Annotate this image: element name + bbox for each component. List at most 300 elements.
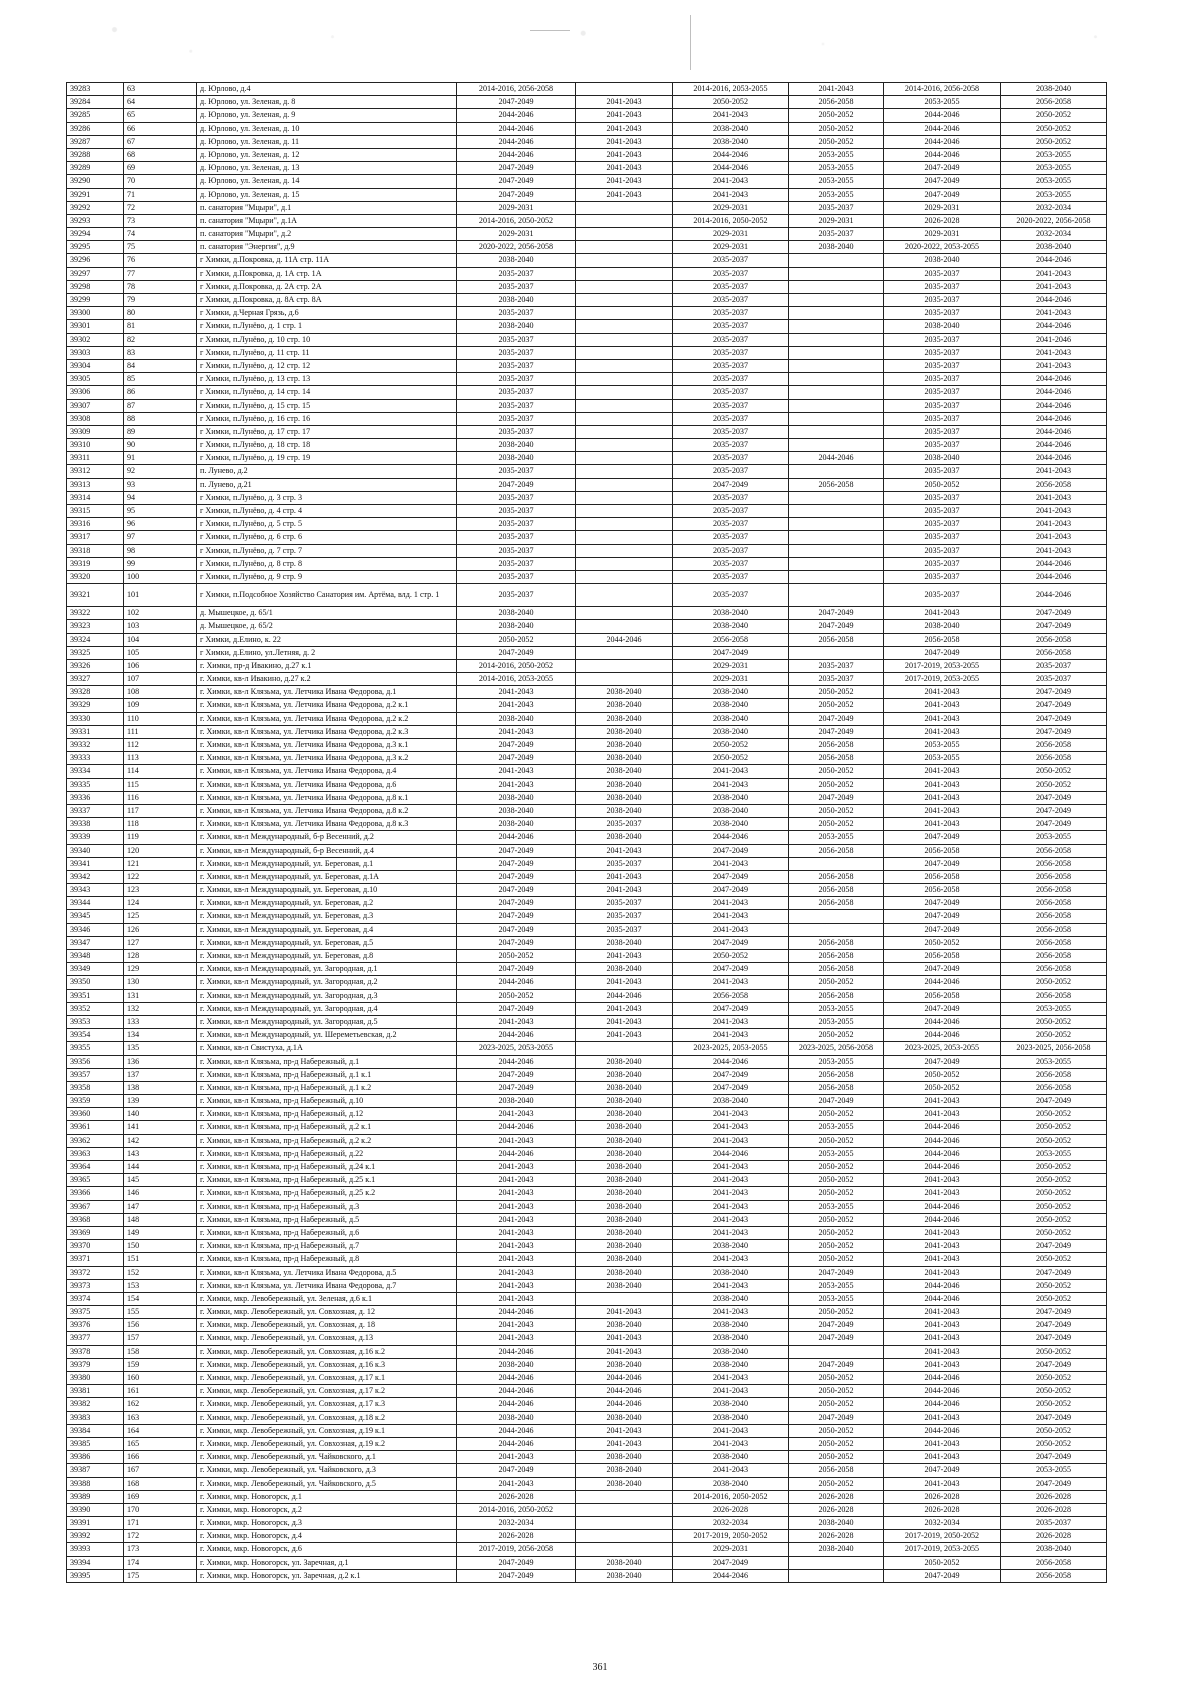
row-id-cell: 39298 — [67, 280, 124, 293]
period-cell-4 — [789, 570, 884, 583]
period-cell-1: 2041-2043 — [457, 1240, 576, 1253]
table-row — [67, 518, 1107, 531]
row-number-cell: 64 — [124, 96, 197, 109]
period-cell-6: 2026-2028 — [1001, 1530, 1107, 1543]
period-cell-6: 2047-2049 — [1001, 1306, 1107, 1319]
address-cell: п. Лунево, д.2 — [197, 465, 457, 478]
table-row — [67, 359, 1107, 372]
period-cell-2 — [576, 452, 673, 465]
period-cell-4: 2050-2052 — [789, 686, 884, 699]
period-cell-6: 2056-2058 — [1001, 989, 1107, 1002]
row-number-cell: 115 — [124, 778, 197, 791]
period-cell-2 — [576, 646, 673, 659]
period-cell-6: 2044-2046 — [1001, 412, 1107, 425]
period-cell-5: 2035-2037 — [884, 518, 1001, 531]
period-cell-4: 2035-2037 — [789, 201, 884, 214]
row-number-cell: 102 — [124, 607, 197, 620]
row-number-cell: 147 — [124, 1200, 197, 1213]
table-row — [67, 699, 1107, 712]
period-cell-3: 2035-2037 — [673, 491, 789, 504]
table-row — [67, 712, 1107, 725]
table-row — [67, 439, 1107, 452]
schedule-table — [66, 82, 1107, 1583]
row-id-cell: 39381 — [67, 1385, 124, 1398]
period-cell-3: 2035-2037 — [673, 544, 789, 557]
address-cell: г. Химки, кв-л Международный, ул. Загородная, д.4 — [197, 1002, 457, 1015]
period-cell-1: 2044-2046 — [457, 1372, 576, 1385]
table-row — [67, 280, 1107, 293]
address-cell: г Химки, п.Лунёво, д. 7 стр. 7 — [197, 544, 457, 557]
period-cell-4 — [789, 584, 884, 607]
table-row — [67, 1424, 1107, 1437]
period-cell-2: 2044-2046 — [576, 633, 673, 646]
period-cell-2: 2041-2043 — [576, 844, 673, 857]
row-id-cell: 39330 — [67, 712, 124, 725]
table-row — [67, 725, 1107, 738]
period-cell-3: 2041-2043 — [673, 1161, 789, 1174]
period-cell-2: 2038-2040 — [576, 1095, 673, 1108]
address-cell: г. Химки, кв-л Клязьма, пр-д Набережный, д.1 к.2 — [197, 1081, 457, 1094]
period-cell-6: 2050-2052 — [1001, 1015, 1107, 1028]
row-id-cell: 39376 — [67, 1319, 124, 1332]
table-row — [67, 1306, 1107, 1319]
period-cell-1: 2050-2052 — [457, 633, 576, 646]
row-number-cell: 150 — [124, 1240, 197, 1253]
period-cell-1: 2041-2043 — [457, 699, 576, 712]
table-row — [67, 1121, 1107, 1134]
period-cell-4 — [789, 857, 884, 870]
row-number-cell: 82 — [124, 333, 197, 346]
period-cell-6: 2050-2052 — [1001, 135, 1107, 148]
period-cell-6: 2047-2049 — [1001, 1332, 1107, 1345]
period-cell-3: 2014-2016, 2050-2052 — [673, 1490, 789, 1503]
period-cell-4 — [789, 531, 884, 544]
table-row — [67, 346, 1107, 359]
row-id-cell: 39377 — [67, 1332, 124, 1345]
period-cell-5: 2035-2037 — [884, 359, 1001, 372]
period-cell-6: 2035-2037 — [1001, 1517, 1107, 1530]
row-number-cell: 114 — [124, 765, 197, 778]
row-id-cell: 39364 — [67, 1161, 124, 1174]
period-cell-5: 2047-2049 — [884, 963, 1001, 976]
period-cell-5: 2044-2046 — [884, 135, 1001, 148]
table-row — [67, 175, 1107, 188]
period-cell-4: 2056-2058 — [789, 752, 884, 765]
period-cell-3: 2035-2037 — [673, 320, 789, 333]
table-row — [67, 373, 1107, 386]
address-cell: д. Юрлово, ул. Зеленая, д. 12 — [197, 148, 457, 161]
period-cell-3: 2038-2040 — [673, 791, 789, 804]
period-cell-4 — [789, 518, 884, 531]
address-cell: г Химки, п.Лунёво, д. 16 стр. 16 — [197, 412, 457, 425]
table-row — [67, 831, 1107, 844]
row-number-cell: 120 — [124, 844, 197, 857]
table-row — [67, 412, 1107, 425]
period-cell-5: 2044-2046 — [884, 1398, 1001, 1411]
period-cell-6: 2056-2058 — [1001, 897, 1107, 910]
row-number-cell: 86 — [124, 386, 197, 399]
row-id-cell: 39328 — [67, 686, 124, 699]
table-row — [67, 109, 1107, 122]
table-row — [67, 122, 1107, 135]
period-cell-5: 2056-2058 — [884, 989, 1001, 1002]
period-cell-2: 2041-2043 — [576, 148, 673, 161]
table-row — [67, 620, 1107, 633]
period-cell-4 — [789, 425, 884, 438]
period-cell-6: 2044-2046 — [1001, 439, 1107, 452]
period-cell-6: 2047-2049 — [1001, 1451, 1107, 1464]
period-cell-4: 2050-2052 — [789, 1437, 884, 1450]
period-cell-6: 2050-2052 — [1001, 1385, 1107, 1398]
period-cell-1: 2047-2049 — [457, 923, 576, 936]
period-cell-6: 2020-2022, 2056-2058 — [1001, 214, 1107, 227]
period-cell-2: 2038-2040 — [576, 1068, 673, 1081]
table-row — [67, 307, 1107, 320]
address-cell: г. Химки, кв-л Международный, ул. Береговая, д.1 — [197, 857, 457, 870]
period-cell-6: 2050-2052 — [1001, 1213, 1107, 1226]
period-cell-3: 2017-2019, 2050-2052 — [673, 1530, 789, 1543]
row-number-cell: 65 — [124, 109, 197, 122]
table-row — [67, 1319, 1107, 1332]
period-cell-2: 2041-2043 — [576, 884, 673, 897]
period-cell-6: 2053-2055 — [1001, 148, 1107, 161]
period-cell-1: 2038-2040 — [457, 254, 576, 267]
row-id-cell: 39310 — [67, 439, 124, 452]
period-cell-4 — [789, 373, 884, 386]
period-cell-5: 2041-2043 — [884, 1095, 1001, 1108]
row-number-cell: 78 — [124, 280, 197, 293]
row-id-cell: 39357 — [67, 1068, 124, 1081]
period-cell-6: 2050-2052 — [1001, 1134, 1107, 1147]
table-row — [67, 1292, 1107, 1305]
row-id-cell: 39332 — [67, 739, 124, 752]
period-cell-5: 2056-2058 — [884, 844, 1001, 857]
period-cell-6: 2056-2058 — [1001, 910, 1107, 923]
period-cell-2: 2041-2043 — [576, 1002, 673, 1015]
period-cell-1: 2035-2037 — [457, 359, 576, 372]
address-cell: г. Химки, кв-л Международный, ул. Береговая, д.8 — [197, 950, 457, 963]
table-row — [67, 1385, 1107, 1398]
address-cell: д. Юрлово, ул. Зеленая, д. 11 — [197, 135, 457, 148]
row-id-cell: 39308 — [67, 412, 124, 425]
table-row — [67, 765, 1107, 778]
row-id-cell: 39365 — [67, 1174, 124, 1187]
period-cell-2 — [576, 491, 673, 504]
period-cell-5: 2041-2043 — [884, 1174, 1001, 1187]
table-row — [67, 1200, 1107, 1213]
period-cell-5: 2041-2043 — [884, 1477, 1001, 1490]
address-cell: г Химки, п.Лунёво, д. 9 стр. 9 — [197, 570, 457, 583]
period-cell-3: 2038-2040 — [673, 1266, 789, 1279]
period-cell-4: 2053-2055 — [789, 148, 884, 161]
period-cell-6: 2050-2052 — [1001, 1424, 1107, 1437]
period-cell-5: 2056-2058 — [884, 633, 1001, 646]
row-id-cell: 39390 — [67, 1503, 124, 1516]
period-cell-1: 2026-2028 — [457, 1530, 576, 1543]
period-cell-3: 2038-2040 — [673, 1411, 789, 1424]
row-id-cell: 39371 — [67, 1253, 124, 1266]
row-number-cell: 164 — [124, 1424, 197, 1437]
period-cell-1: 2041-2043 — [457, 686, 576, 699]
row-id-cell: 39300 — [67, 307, 124, 320]
period-cell-1: 2047-2049 — [457, 1556, 576, 1569]
period-cell-4: 2026-2028 — [789, 1503, 884, 1516]
period-cell-4: 2056-2058 — [789, 884, 884, 897]
period-cell-2: 2041-2043 — [576, 162, 673, 175]
period-cell-3: 2041-2043 — [673, 1108, 789, 1121]
period-cell-1: 2014-2016, 2050-2052 — [457, 214, 576, 227]
row-number-cell: 72 — [124, 201, 197, 214]
row-number-cell: 113 — [124, 752, 197, 765]
row-number-cell: 170 — [124, 1503, 197, 1516]
period-cell-1: 2026-2028 — [457, 1490, 576, 1503]
period-cell-4: 2053-2055 — [789, 175, 884, 188]
period-cell-5: 2047-2049 — [884, 897, 1001, 910]
period-cell-3: 2044-2046 — [673, 1055, 789, 1068]
row-number-cell: 166 — [124, 1451, 197, 1464]
table-row — [67, 1530, 1107, 1543]
period-cell-1: 2047-2049 — [457, 1569, 576, 1582]
period-cell-3: 2041-2043 — [673, 1015, 789, 1028]
row-number-cell: 159 — [124, 1358, 197, 1371]
row-id-cell: 39334 — [67, 765, 124, 778]
table-row — [67, 254, 1107, 267]
period-cell-3: 2038-2040 — [673, 1398, 789, 1411]
period-cell-6: 2053-2055 — [1001, 831, 1107, 844]
table-row — [67, 1055, 1107, 1068]
period-cell-4: 2050-2052 — [789, 1187, 884, 1200]
row-id-cell: 39346 — [67, 923, 124, 936]
period-cell-5: 2047-2049 — [884, 646, 1001, 659]
address-cell: г. Химки, кв-л Клязьма, пр-д Набережный, д.7 — [197, 1240, 457, 1253]
table-row — [67, 148, 1107, 161]
period-cell-6: 2050-2052 — [1001, 1161, 1107, 1174]
table-row — [67, 1398, 1107, 1411]
row-number-cell: 84 — [124, 359, 197, 372]
period-cell-2: 2041-2043 — [576, 1424, 673, 1437]
table-row — [67, 1068, 1107, 1081]
period-cell-6: 2056-2058 — [1001, 950, 1107, 963]
row-id-cell: 39302 — [67, 333, 124, 346]
period-cell-4: 2056-2058 — [789, 96, 884, 109]
row-id-cell: 39392 — [67, 1530, 124, 1543]
period-cell-6: 2056-2058 — [1001, 870, 1107, 883]
table-row — [67, 96, 1107, 109]
period-cell-5: 2017-2019, 2050-2052 — [884, 1530, 1001, 1543]
period-cell-3: 2038-2040 — [673, 699, 789, 712]
period-cell-4: 2047-2049 — [789, 712, 884, 725]
row-id-cell: 39301 — [67, 320, 124, 333]
table-row — [67, 1240, 1107, 1253]
row-id-cell: 39393 — [67, 1543, 124, 1556]
period-cell-2: 2038-2040 — [576, 1358, 673, 1371]
period-cell-5: 2044-2046 — [884, 1147, 1001, 1160]
period-cell-2: 2041-2043 — [576, 950, 673, 963]
period-cell-4: 2050-2052 — [789, 1240, 884, 1253]
period-cell-6: 2041-2043 — [1001, 465, 1107, 478]
period-cell-2: 2038-2040 — [576, 1200, 673, 1213]
address-cell: г. Химки, пр-д Ивакино, д.27 к.1 — [197, 659, 457, 672]
period-cell-1: 2020-2022, 2056-2058 — [457, 241, 576, 254]
period-cell-3: 2047-2049 — [673, 1556, 789, 1569]
period-cell-2 — [576, 659, 673, 672]
period-cell-6: 2056-2058 — [1001, 1569, 1107, 1582]
period-cell-6: 2050-2052 — [1001, 1174, 1107, 1187]
period-cell-4: 2053-2055 — [789, 1121, 884, 1134]
period-cell-1: 2035-2037 — [457, 505, 576, 518]
period-cell-6: 2032-2034 — [1001, 228, 1107, 241]
period-cell-2 — [576, 201, 673, 214]
row-id-cell: 39373 — [67, 1279, 124, 1292]
period-cell-5: 2026-2028 — [884, 214, 1001, 227]
period-cell-5: 2035-2037 — [884, 346, 1001, 359]
period-cell-2: 2038-2040 — [576, 1253, 673, 1266]
period-cell-1: 2035-2037 — [457, 399, 576, 412]
period-cell-4: 2056-2058 — [789, 963, 884, 976]
row-number-cell: 116 — [124, 791, 197, 804]
period-cell-2: 2041-2043 — [576, 135, 673, 148]
period-cell-1: 2041-2043 — [457, 1108, 576, 1121]
table-row — [67, 686, 1107, 699]
period-cell-1: 2014-2016, 2053-2055 — [457, 673, 576, 686]
period-cell-1: 2014-2016, 2050-2052 — [457, 659, 576, 672]
period-cell-3: 2038-2040 — [673, 712, 789, 725]
period-cell-4: 2056-2058 — [789, 1464, 884, 1477]
row-number-cell: 172 — [124, 1530, 197, 1543]
period-cell-5: 2041-2043 — [884, 1306, 1001, 1319]
row-number-cell: 139 — [124, 1095, 197, 1108]
period-cell-6: 2041-2043 — [1001, 491, 1107, 504]
period-cell-4: 2047-2049 — [789, 1266, 884, 1279]
row-id-cell: 39370 — [67, 1240, 124, 1253]
period-cell-6: 2044-2046 — [1001, 294, 1107, 307]
row-id-cell: 39369 — [67, 1226, 124, 1239]
address-cell: г. Химки, кв-л Клязьма, пр-д Набережный, д.24 к.1 — [197, 1161, 457, 1174]
table-row — [67, 531, 1107, 544]
table-row — [67, 491, 1107, 504]
address-cell: г. Химки, кв-л Клязьма, ул. Летчика Ивана Федорова, д.2 к.1 — [197, 699, 457, 712]
period-cell-3: 2050-2052 — [673, 96, 789, 109]
row-id-cell: 39394 — [67, 1556, 124, 1569]
period-cell-3: 2041-2043 — [673, 109, 789, 122]
period-cell-6: 2047-2049 — [1001, 1477, 1107, 1490]
address-cell: г Химки, п.Лунёво, д. 18 стр. 18 — [197, 439, 457, 452]
address-cell: г. Химки, кв-л Клязьма, ул. Летчика Ивана Федорова, д.3 к.2 — [197, 752, 457, 765]
table-row — [67, 910, 1107, 923]
period-cell-1: 2041-2043 — [457, 1266, 576, 1279]
row-id-cell: 39297 — [67, 267, 124, 280]
row-id-cell: 39354 — [67, 1029, 124, 1042]
period-cell-3: 2038-2040 — [673, 607, 789, 620]
period-cell-4: 2050-2052 — [789, 1213, 884, 1226]
period-cell-5: 2035-2037 — [884, 491, 1001, 504]
period-cell-3: 2029-2031 — [673, 673, 789, 686]
period-cell-6: 2047-2049 — [1001, 686, 1107, 699]
period-cell-5: 2050-2052 — [884, 1068, 1001, 1081]
period-cell-6: 2050-2052 — [1001, 109, 1107, 122]
period-cell-3: 2035-2037 — [673, 439, 789, 452]
period-cell-1: 2038-2040 — [457, 294, 576, 307]
address-cell: г. Химки, кв-л Клязьма, пр-д Набережный, д.1 к.1 — [197, 1068, 457, 1081]
period-cell-3: 2038-2040 — [673, 135, 789, 148]
row-number-cell: 108 — [124, 686, 197, 699]
table-row — [67, 1095, 1107, 1108]
table-row — [67, 1332, 1107, 1345]
period-cell-2 — [576, 412, 673, 425]
period-cell-5: 2026-2028 — [884, 1503, 1001, 1516]
address-cell: г. Химки, кв-л Международный, ул. Береговая, д.2 — [197, 897, 457, 910]
address-cell: г. Химки, мкр. Новогорск, д.6 — [197, 1543, 457, 1556]
period-cell-4: 2050-2052 — [789, 1161, 884, 1174]
row-id-cell: 39372 — [67, 1266, 124, 1279]
table-row — [67, 976, 1107, 989]
period-cell-3: 2044-2046 — [673, 831, 789, 844]
period-cell-4: 2050-2052 — [789, 1029, 884, 1042]
row-number-cell: 143 — [124, 1147, 197, 1160]
table-row — [67, 804, 1107, 817]
row-number-cell: 85 — [124, 373, 197, 386]
period-cell-1: 2035-2037 — [457, 491, 576, 504]
period-cell-2 — [576, 1530, 673, 1543]
table-row — [67, 1147, 1107, 1160]
table-row — [67, 1226, 1107, 1239]
row-number-cell: 154 — [124, 1292, 197, 1305]
period-cell-5: 2029-2031 — [884, 228, 1001, 241]
address-cell: г Химки, п.Подсобное Хозяйство Санатория им. Артёма, влд. 1 стр. 1 — [197, 584, 457, 607]
period-cell-6: 2056-2058 — [1001, 739, 1107, 752]
row-id-cell: 39380 — [67, 1372, 124, 1385]
row-number-cell: 140 — [124, 1108, 197, 1121]
row-number-cell: 129 — [124, 963, 197, 976]
table-row — [67, 659, 1107, 672]
period-cell-1: 2041-2043 — [457, 1015, 576, 1028]
period-cell-3: 2041-2043 — [673, 175, 789, 188]
period-cell-5: 2044-2046 — [884, 1213, 1001, 1226]
period-cell-1: 2044-2046 — [457, 1029, 576, 1042]
period-cell-2: 2035-2037 — [576, 923, 673, 936]
table-row — [67, 1503, 1107, 1516]
period-cell-3: 2035-2037 — [673, 505, 789, 518]
row-id-cell: 39306 — [67, 386, 124, 399]
period-cell-3: 2029-2031 — [673, 228, 789, 241]
period-cell-5: 2044-2046 — [884, 1161, 1001, 1174]
period-cell-3: 2041-2043 — [673, 1253, 789, 1266]
row-number-cell: 126 — [124, 923, 197, 936]
row-id-cell: 39289 — [67, 162, 124, 175]
row-id-cell: 39343 — [67, 884, 124, 897]
period-cell-4: 2053-2055 — [789, 1279, 884, 1292]
row-id-cell: 39368 — [67, 1213, 124, 1226]
period-cell-6: 2038-2040 — [1001, 83, 1107, 96]
period-cell-2: 2038-2040 — [576, 712, 673, 725]
period-cell-2: 2038-2040 — [576, 1147, 673, 1160]
period-cell-5: 2041-2043 — [884, 765, 1001, 778]
address-cell: г. Химки, мкр. Новогорск, д.3 — [197, 1517, 457, 1530]
row-id-cell: 39383 — [67, 1411, 124, 1424]
address-cell: д. Мышецкое, д. 65/2 — [197, 620, 457, 633]
address-cell: г. Химки, кв-л Клязьма, пр-д Набережный, д.10 — [197, 1095, 457, 1108]
address-cell: д. Юрлово, ул. Зеленая, д. 13 — [197, 162, 457, 175]
period-cell-6: 2053-2055 — [1001, 1002, 1107, 1015]
period-cell-5: 2044-2046 — [884, 1424, 1001, 1437]
table-row — [67, 1372, 1107, 1385]
period-cell-1: 2047-2049 — [457, 752, 576, 765]
period-cell-2 — [576, 673, 673, 686]
period-cell-2: 2038-2040 — [576, 686, 673, 699]
period-cell-1: 2038-2040 — [457, 320, 576, 333]
period-cell-3: 2035-2037 — [673, 518, 789, 531]
period-cell-6: 2053-2055 — [1001, 1147, 1107, 1160]
